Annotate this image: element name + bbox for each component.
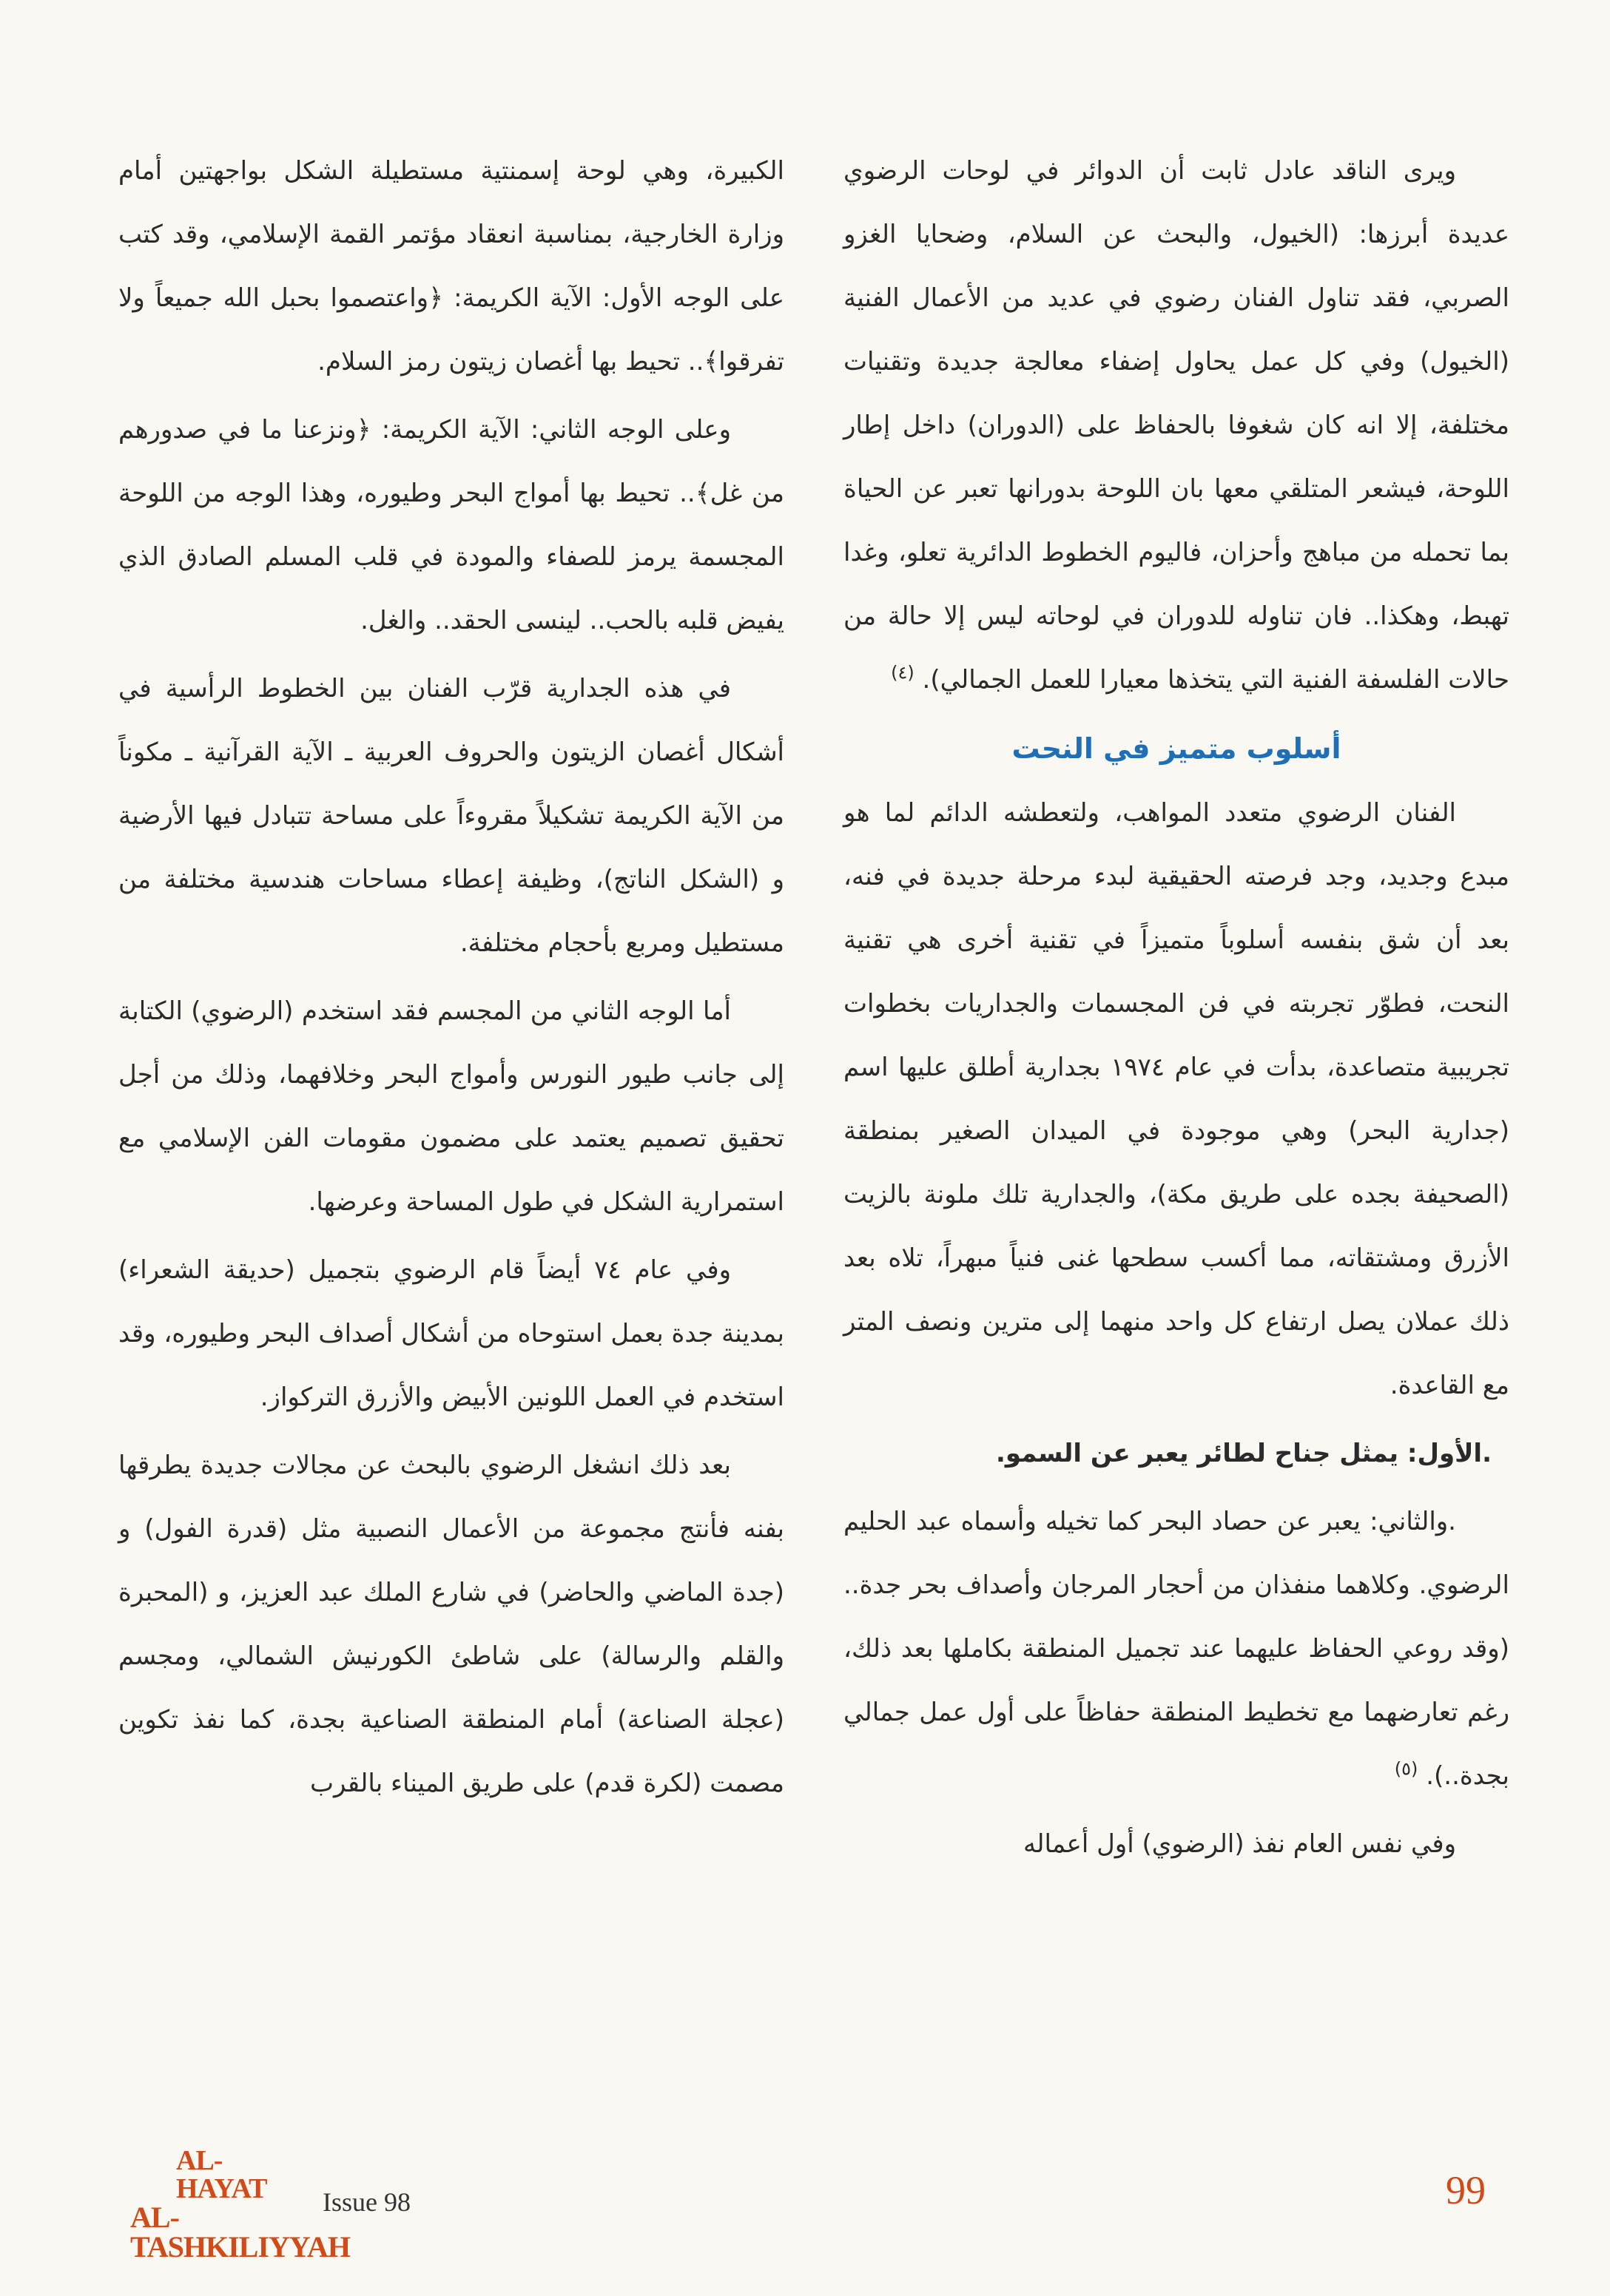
logo-line-1: AL-HAYAT: [176, 2145, 267, 2204]
paragraph: ويرى الناقد عادل ثابت أن الدوائر في لوحات الرضوي عديدة أبرزها: (الخيول، والبحث عن السلام، وضحايا الغزو الصربي، فقد تناول الفنان رضوي في عديد من الأعمال الفنية (الخيول) وفي كل عمل يحاول إضفاء معالجة جديدة وتقنيات مختلفة، إلا انه كان شغوفا بالحفاظ على (الدوران) داخل إطار اللوحة، فيشعر المتلقي معها بان اللوحة بدورانها تعبر عن الحياة بما تحمله من مباهج وأحزان، فاليوم الخطوط الدائرية تعلو، وغدا تهبط، وهكذا.. فان تناوله للدوران في لوحاته ليس إلا حالة من حالات الفلسفة الفنية التي يتخذها معيارا للعمل الجمالي). $^{(٤)}$: [843, 156, 1509, 695]
paragraph-bold: .الأول: يمثل جناح لطائر يعبر عن السمو.: [995, 1439, 1492, 1468]
paragraph: وعلى الوجه الثاني: الآية الكريمة: ﴿ونزعنا ما في صدورهم من غل﴾.. تحيط بها أمواج البحر وطيوره، وهذا الوجه من اللوحة المجسمة يرمز للصفاء والمودة في قلب المسلم الصادق الذي يفيض قلبه بالحب.. لينسى الحقد.. والغل.: [118, 415, 784, 635]
logo-line-2: AL-TASHKILIYYAH: [130, 2201, 350, 2263]
section-heading: أسلوب متميز في النحت: [1011, 732, 1341, 765]
paragraph: الكبيرة، وهي لوحة إسمنتية مستطيلة الشكل بواجهتين أمام وزارة الخارجية، بمناسبة انعقاد مؤتمر القمة الإسلامي، وقد كتب على الوجه الأول: الآية الكريمة: ﴿واعتصموا بحبل الله جميعاً ولا تفرقوا﴾.. تحيط بها أغصان زيتون رمز السلام.: [118, 156, 784, 377]
paragraph: في هذه الجدارية قرّب الفنان بين الخطوط الرأسية في أشكال أغصان الزيتون والحروف العربية ـ الآية القرآنية ـ مكوناً من الآية الكريمة تشكيلاً مقروءاً على مساحة تتبادل فيها الأرضية و (الشكل الناتج)، وظيفة إعطاء مساحات هندسية مختلفة من مستطيل ومربع بأحجام مختلفة.: [118, 674, 784, 958]
issue-number: Issue 98: [323, 2187, 411, 2217]
right-text-column: [843, 139, 1509, 1880]
paragraph: .والثاني: يعبر عن حصاد البحر كما تخيله وأسماه عبد الحليم الرضوي. وكلاهما منفذان من أحجار المرجان وأصداف بحر جدة.. (وقد روعي الحفاظ عليهما عند تجميل المنطقة بكاملها بعد ذلك، رغم تعارضهما مع تخطيط المنطقة حفاظاً على أول عمل جمالي بجدة..). $^{(٥)}$: [843, 1507, 1509, 1791]
footnote-ref: (٥): [1394, 1758, 1418, 1780]
paragraph: بعد ذلك انشغل الرضوي بالبحث عن مجالات جديدة يطرقها بفنه فأنتج مجموعة من الأعمال النصبية مثل (قدرة الفول) و (جدة الماضي والحاضر) في شارع الملك عبد العزيز، و (المحبرة والقلم والرسالة) على شاطئ الكورنيش الشمالي، ومجسم (عجلة الصناعة) أمام المنطقة الصناعية بجدة، كما نفذ تكوين مصمت (لكرة قدم) على طريق الميناء بالقرب: [118, 1451, 784, 1798]
paragraph: أما الوجه الثاني من المجسم فقد استخدم (الرضوي) الكتابة إلى جانب طيور النورس وأمواج البحر وخلافهما، وذلك من أجل تحقيق تصميم يعتمد على مضمون مقومات الفن الإسلامي مع استمرارية الشكل في طول المساحة وعرضها.: [118, 996, 784, 1217]
page-number: 99: [1446, 2168, 1486, 2212]
paragraph: وفي عام ٧٤ أيضاً قام الرضوي بتجميل (حديقة الشعراء) بمدينة جدة بعمل استوحاه من أشكال أصداف البحر وطيوره، وقد استخدم في العمل اللونين الأبيض والأزرق التركواز.: [118, 1255, 784, 1412]
magazine-logo: [130, 2145, 350, 2263]
paragraph: الفنان الرضوي متعدد المواهب، ولتعطشه الدائم لما هو مبدع وجديد، وجد فرصته الحقيقية لبدء مرحلة جديدة في فنه، بعد أن شق بنفسه أسلوباً متميزاً في تقنية أخرى هي تقنية النحت، فطوّر تجربته في فن المجسمات والجداريات بخطوات تجريبية متصاعدة، بدأت في عام ١٩٧٤ بجدارية أطلق عليها اسم (جدارية البحر) وهي موجودة في الميدان الصغير بمنطقة (الصحيفة بجده على طريق مكة)، والجدارية تلك ملونة بالزيت الأزرق ومشتقاته، مما أكسب سطحها غنى فنياً مبهراً، تلاه بعد ذلك عملان يصل ارتفاع كل واحد منهما إلى مترين ونصف المتر مع القاعدة.: [843, 798, 1509, 1400]
paragraph: وفي نفس العام نفذ (الرضوي) أول أعماله: [1023, 1829, 1456, 1859]
left-text-column: [118, 139, 784, 1820]
footnote-ref: (٤): [891, 662, 915, 683]
